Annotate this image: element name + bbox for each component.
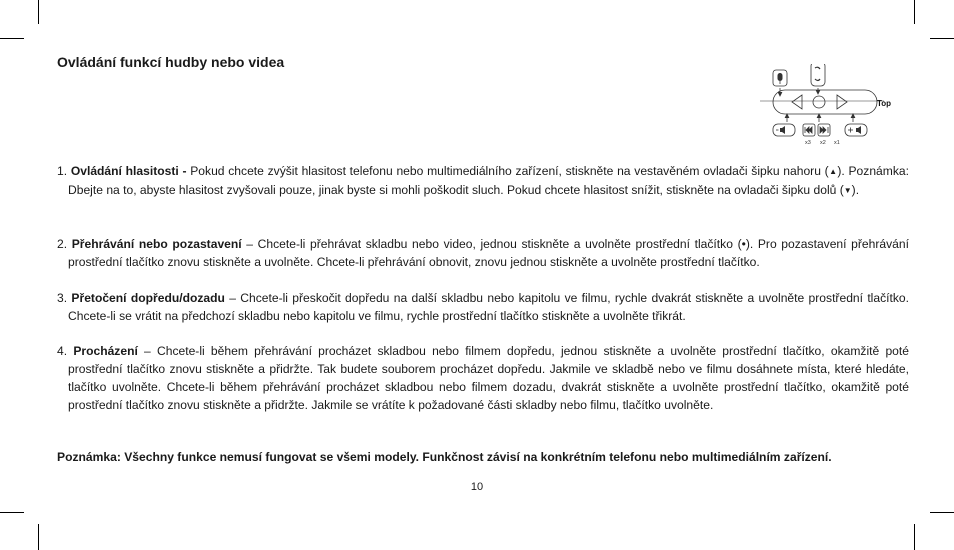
crop-mark	[0, 38, 24, 39]
crop-mark	[0, 512, 24, 513]
volume-up-triangle	[837, 95, 847, 109]
x3-label: x3	[805, 140, 811, 146]
item-heading: Ovládání hlasitosti -	[70, 164, 187, 178]
item-skip	[57, 289, 909, 325]
item-text: – Chcete-li přehrávat skladbu nebo video, jednou stiskněte a uvolněte prostřední tlačítko (•). Pro pozastavení přehrávání prostřední tlačítko znovu stiskněte a uvolněte. Chcete-li přehrávání obnovit, znovu jednou stiskněte a uvolněte prostřední tlačítko.	[68, 237, 909, 269]
crop-mark	[38, 524, 39, 550]
crop-mark	[38, 0, 39, 24]
arrow-up-icon: ▲	[828, 167, 838, 176]
item-browse	[57, 342, 909, 414]
item-volume-control	[57, 162, 909, 200]
center-button	[813, 96, 825, 108]
item-text: ). Poznámka: Dbejte na to, abyste hlasitost zvyšovali pouze, jinak byste si mohli poškodit sluch. Pokud chcete hlasitost snížit, stiskněte na ovladači šipku dolů (	[68, 164, 909, 197]
top-label: Top	[877, 99, 892, 108]
x1-label: x1	[834, 140, 840, 146]
item-text: – Chcete-li přeskočit dopředu na další skladbu nebo kapitolu ve filmu, rychle dvakrát stiskněte a uvolněte prostřední tlačítko. Chcete-li se vrátit na předchozí skladbu nebo kapitolu ve filmu, rychle prostřední tlačítko stiskněte a uvolněte třikrát.	[68, 291, 909, 323]
crop-mark	[914, 0, 915, 24]
arrow-down-icon: ▼	[843, 186, 852, 195]
item-play-pause	[57, 235, 909, 271]
item-text: ).	[851, 183, 860, 197]
item-number: 1.	[57, 164, 68, 178]
item-text: – Chcete-li během přehrávání procházet skladbou nebo filmem dopředu, jednou stiskněte a uvolněte prostřední tlačítko, okamžitě poté prostřední tlačítko znovu stiskněte a přidržte. Tak budete souborem procházet dopředu. Jakmile ve skladbě nebo ve filmu dosáhnete místa, které hledáte, tlačítko uvolněte. Chcete-li během přehrávání procházet skladbou nebo filmem dozadu, dvakrát stiskněte a uvolněte prostřední tlačítko, okamžitě poté prostřední tlačítko znovu stiskněte a přidržte. Jakmile se vrátíte k požadované části skladby nebo filmu, tlačítko uvolněte.	[68, 344, 909, 412]
note: Poznámka: Všechny funkce nemusí fungovat se všemi modely. Funkčnost závisí na konkrétním telefonu nebo multimediálním zařízení.	[57, 450, 832, 464]
crop-mark	[930, 512, 954, 513]
item-number: 3.	[57, 291, 68, 305]
item-text: Pokud chcete zvýšit hlasitost telefonu nebo multimediálního zařízení, stiskněte na vestavěném ovladači šipku nahoru (	[186, 164, 829, 178]
item-heading: Přehrávání nebo pozastavení	[71, 237, 242, 251]
page-title: Ovládání funkcí hudby nebo videa	[57, 54, 285, 70]
item-number: 4.	[57, 344, 68, 358]
item-heading: Přetočení dopředu/dozadu	[71, 291, 225, 305]
item-number: 2.	[57, 237, 68, 251]
item-heading: Procházení	[73, 344, 138, 358]
crop-mark	[914, 524, 915, 550]
x2-label: x2	[820, 140, 826, 146]
remote-control-diagram	[760, 64, 896, 148]
volume-down-triangle	[792, 95, 802, 109]
crop-mark	[930, 38, 954, 39]
page-number: 10	[470, 481, 484, 493]
